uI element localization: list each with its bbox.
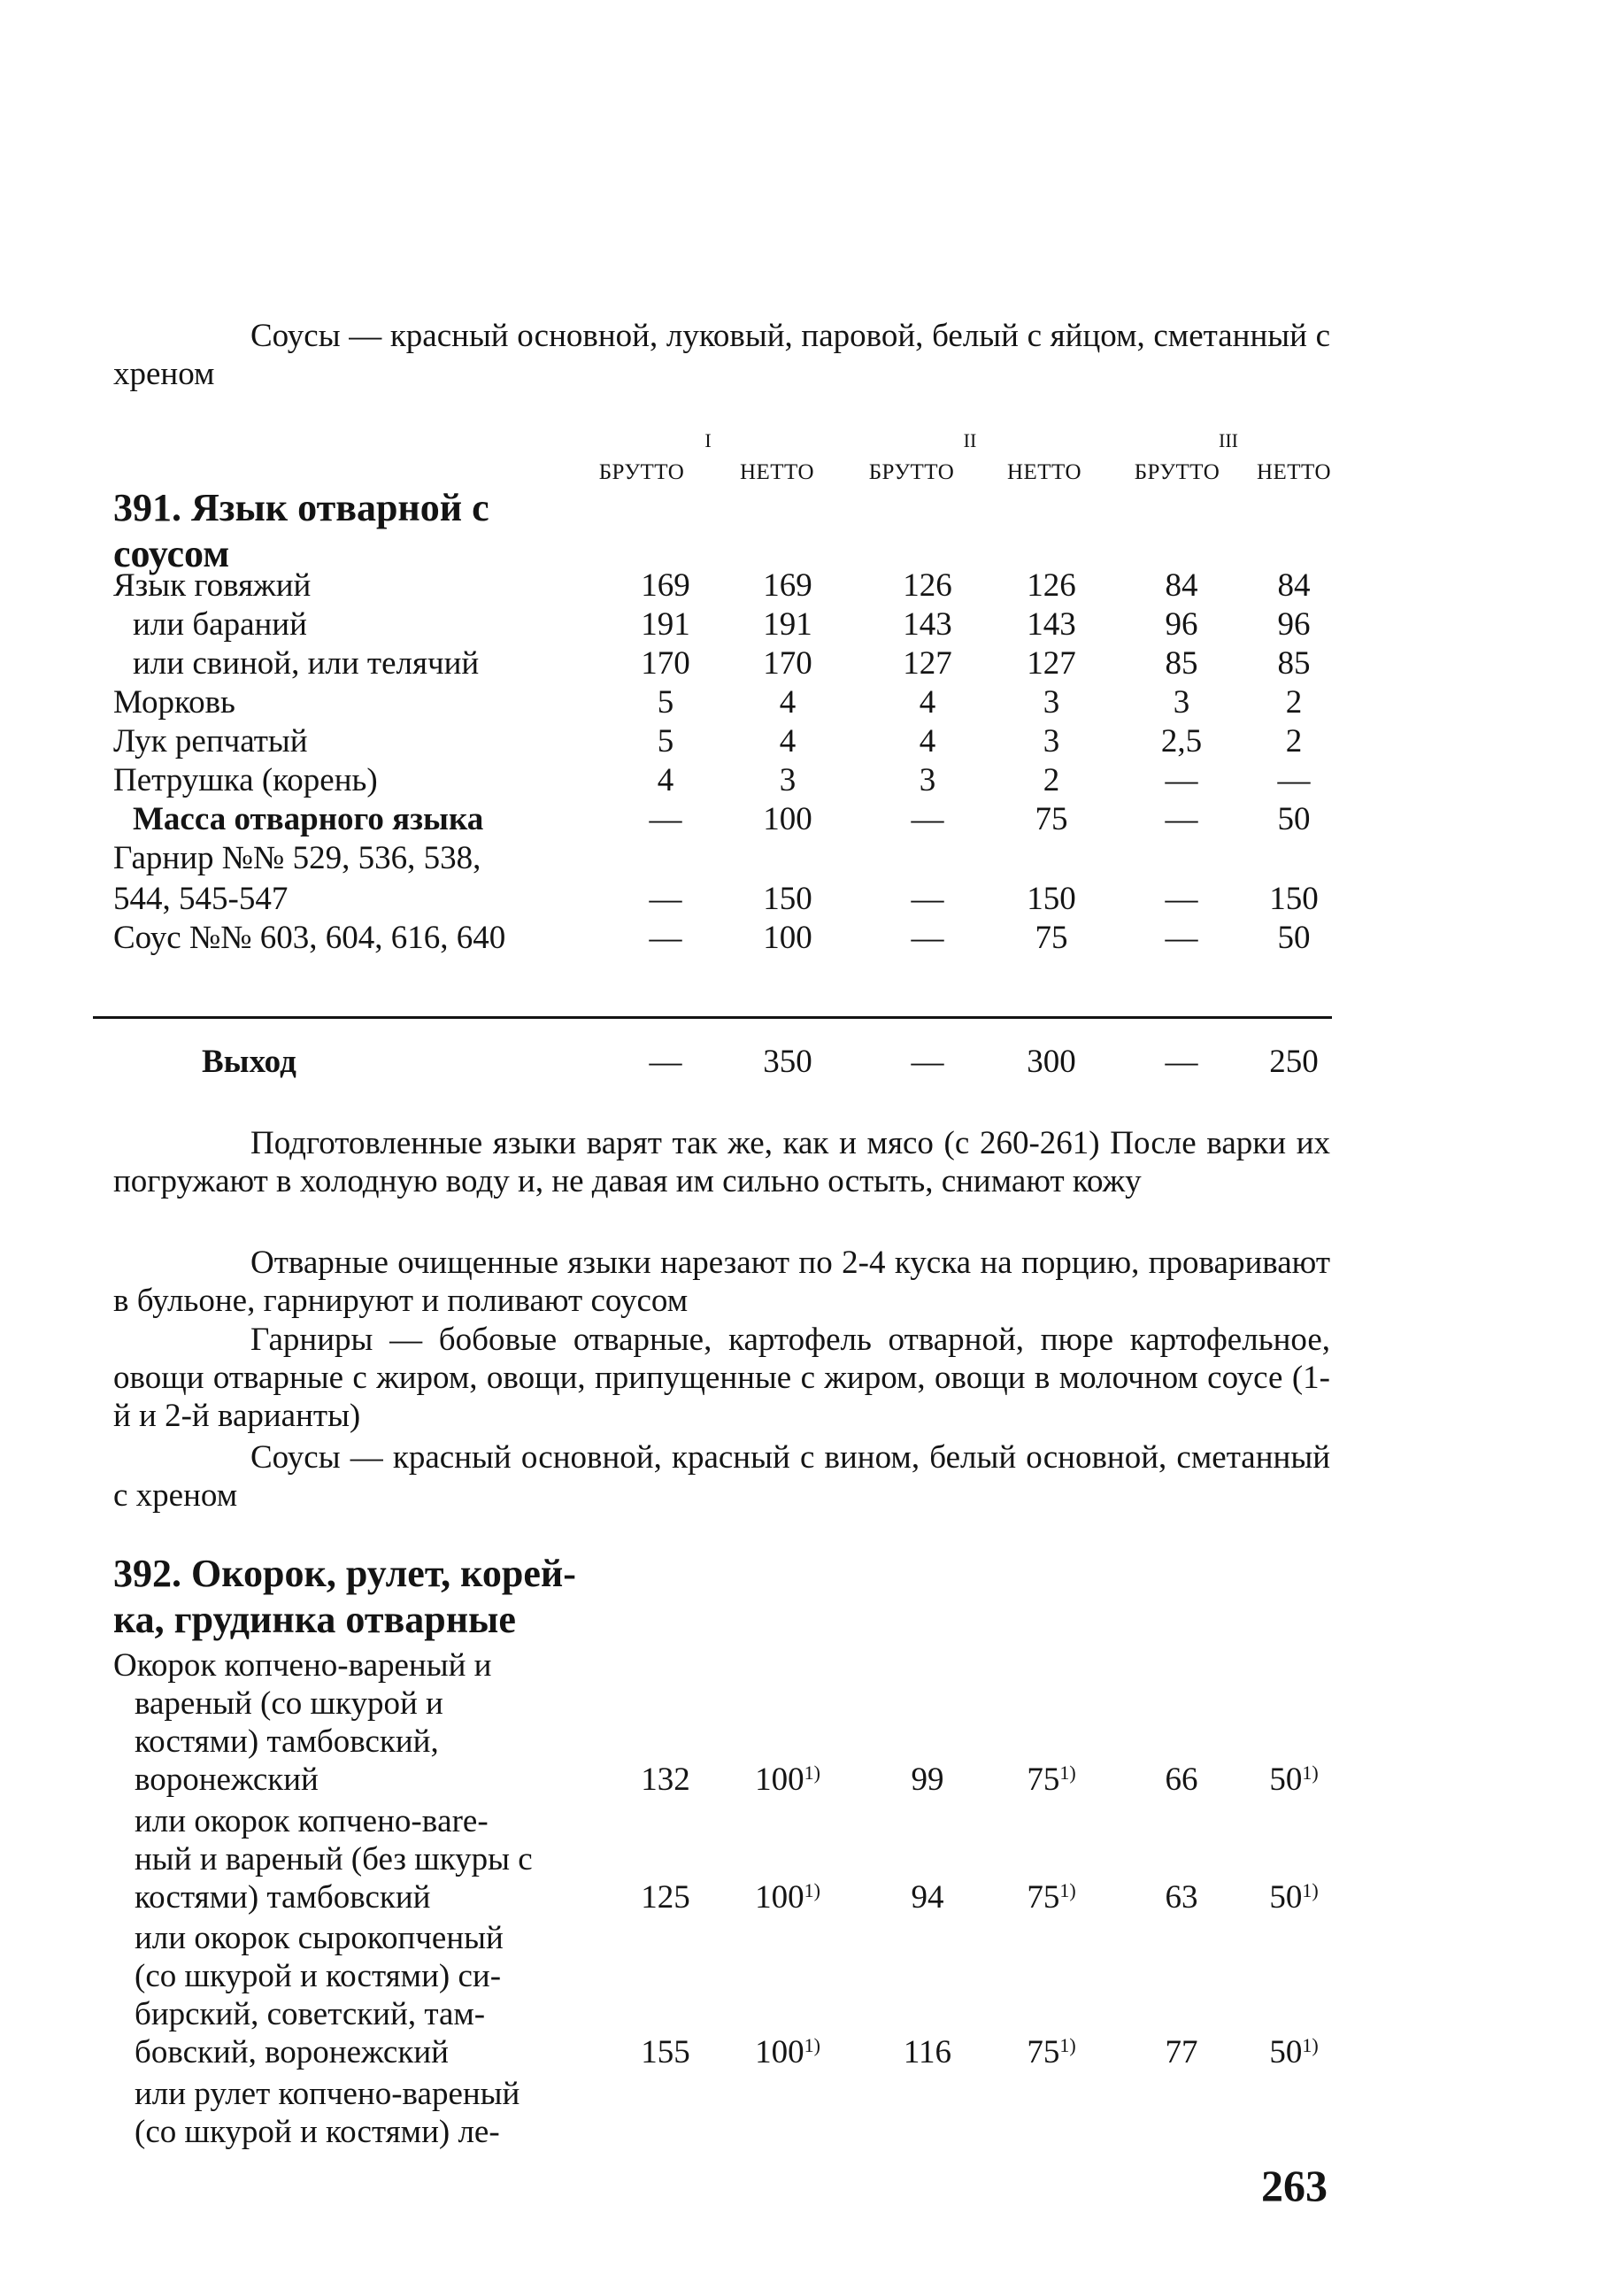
cell-number: 66 — [1165, 1762, 1198, 1798]
cell-value: 100 — [763, 801, 812, 837]
cell-value: 169 — [763, 567, 812, 604]
recipe-392-title-line: ка, грудинка отварные — [113, 1598, 516, 1641]
row-label: Соус №№ 603, 604, 616, 640 — [113, 920, 506, 956]
cell-number: 94 — [911, 1879, 944, 1916]
cell-value — [743, 1761, 832, 1800]
cell-value: — — [1165, 801, 1198, 837]
recipe-392-title — [113, 1551, 576, 1643]
ingredient-line: или рулет копчено-вареный — [135, 2076, 520, 2112]
ingredient-line: вареный (со шкурой и — [135, 1685, 443, 1722]
cell-number: 77 — [1165, 2034, 1198, 2070]
intro-sauces-paragraph: Соусы — красный основной, луковый, паровой, белый с яйцом, сметанный с хреном — [113, 318, 1330, 392]
cell-value: 127 — [903, 645, 952, 682]
col-header-netto-2: НЕТТО — [1006, 460, 1082, 484]
footnote-mark: 1) — [1059, 1762, 1076, 1784]
row-label: Петрушка (корень) — [113, 762, 378, 798]
table-row — [0, 919, 1624, 958]
ingredient-line: бирский, советский, там- — [135, 1996, 486, 2032]
cell-value: 150 — [1027, 881, 1076, 917]
cell-value: 127 — [1027, 645, 1076, 682]
cell-number: 116 — [903, 2034, 952, 2070]
cell-value: — — [649, 801, 682, 837]
cell-value: — — [649, 881, 682, 917]
paragraph-preparation: Подготовленные языки варят так же, как и мясо (с 260-261) После варки их погружают в холодную воду и, не давая им сильно остыть, снимают кожу — [113, 1125, 1330, 1199]
cell-value: 169 — [641, 567, 690, 604]
ingredient-line: костями) тамбовский — [135, 1879, 431, 1916]
cell-value: 2,5 — [1160, 723, 1203, 759]
cell-number: 99 — [911, 1762, 944, 1798]
cell-value: 84 — [1165, 567, 1198, 604]
cell-value: 170 — [641, 645, 690, 682]
table-row — [0, 761, 1624, 800]
cell-value — [743, 2033, 832, 2072]
cell-value: 50 — [1277, 801, 1311, 837]
cell-value: — — [649, 920, 682, 956]
output-row — [0, 1043, 1624, 1082]
row-label: Гарнир №№ 529, 536, 538, — [113, 840, 481, 876]
cell-value: 191 — [641, 606, 690, 643]
cell-number: 75 — [1027, 2034, 1060, 2070]
cell-value: — — [1165, 920, 1198, 956]
col-header-netto-1: НЕТТО — [739, 460, 815, 484]
cell-value: 150 — [1269, 881, 1319, 917]
cell-value: 191 — [763, 606, 812, 643]
footnote-mark: 1) — [1059, 2034, 1076, 2056]
cell-value — [621, 2033, 710, 2072]
footnote-mark: 1) — [1302, 1879, 1319, 1901]
footnote-mark: 1) — [804, 1879, 820, 1901]
output-value: — — [911, 1044, 944, 1080]
cell-value: 4 — [779, 684, 797, 721]
cell-value: 143 — [903, 606, 952, 643]
recipe-391-title: 391. Язык отварной с соусом — [113, 486, 489, 575]
cell-value: 4 — [919, 684, 936, 721]
cell-number: 75 — [1027, 1879, 1060, 1916]
ingredient-description — [113, 2075, 582, 2151]
cell-value — [743, 1878, 832, 1917]
ingredient-line: бовский, воронежский — [135, 2034, 449, 2070]
cell-number: 100 — [755, 1762, 804, 1798]
cell-value: 100 — [763, 920, 812, 956]
row-label: Язык говяжий — [113, 567, 312, 604]
cell-value — [1137, 1761, 1226, 1800]
cell-value: 170 — [763, 645, 812, 682]
cell-value — [1250, 1878, 1338, 1917]
cell-value: 126 — [903, 567, 952, 604]
cell-value — [621, 1761, 710, 1800]
row-label: Масса отварного языка — [133, 801, 484, 837]
cell-number: 63 — [1165, 1879, 1198, 1916]
cell-value — [1137, 1878, 1226, 1917]
footnote-mark: 1) — [804, 2034, 820, 2056]
ingredient-line: Окорок копчено-вареный и — [113, 1647, 492, 1684]
cell-value: — — [911, 920, 944, 956]
cell-number: 125 — [641, 1879, 690, 1916]
row-label: Лук репчатый — [113, 723, 308, 759]
cell-value: 143 — [1027, 606, 1076, 643]
ingredient-line: костями) тамбовский, — [135, 1723, 439, 1760]
cell-value — [1137, 2033, 1226, 2072]
table-row — [0, 644, 1624, 683]
ingredient-line: или окорок копчено-вare- — [135, 1803, 489, 1839]
cell-value — [621, 1878, 710, 1917]
cell-number: 50 — [1269, 1762, 1303, 1798]
footnote-mark: 1) — [1302, 2034, 1319, 2056]
table-row — [0, 800, 1624, 839]
table-row — [0, 2033, 1624, 2072]
cell-value: — — [911, 881, 944, 917]
cell-value: 84 — [1277, 567, 1311, 604]
cell-value: 4 — [919, 723, 936, 759]
cell-number: 132 — [641, 1762, 690, 1798]
output-label: Выход — [202, 1044, 296, 1080]
cell-value — [1250, 2033, 1338, 2072]
cell-value: 3 — [1173, 684, 1190, 721]
cell-number: 75 — [1027, 1762, 1060, 1798]
ingredient-line: ный и вареный (без шкуры с — [135, 1841, 533, 1877]
cell-number: 100 — [755, 2034, 804, 2070]
column-group-III: III — [1219, 429, 1238, 451]
column-group-II: II — [963, 429, 977, 451]
footnote-mark: 1) — [1059, 1879, 1076, 1901]
footnote-mark: 1) — [1302, 1762, 1319, 1784]
col-header-brutto-2: БРУТТО — [868, 460, 955, 484]
cell-value: 3 — [1043, 723, 1060, 759]
cell-value: 3 — [919, 762, 936, 798]
table-divider — [93, 1016, 1332, 1019]
output-value: 250 — [1269, 1044, 1319, 1080]
cell-number: 155 — [641, 2034, 690, 2070]
table-row — [0, 722, 1624, 761]
cell-value: — — [1277, 762, 1311, 798]
cell-value: — — [911, 801, 944, 837]
output-value: 300 — [1027, 1044, 1076, 1080]
cell-value: 50 — [1277, 920, 1311, 956]
table-row — [0, 839, 1624, 878]
cell-value: 3 — [1043, 684, 1060, 721]
cell-value: 4 — [657, 762, 674, 798]
cell-value: 2 — [1285, 723, 1303, 759]
ingredient-line: воронежский — [135, 1762, 319, 1798]
cell-value: 2 — [1043, 762, 1060, 798]
cell-value: 3 — [779, 762, 797, 798]
cell-number: 50 — [1269, 1879, 1303, 1916]
cell-value: 5 — [657, 723, 674, 759]
ingredient-line: (со шкурой и костями) си- — [135, 1958, 502, 1994]
table-row — [0, 1761, 1624, 1800]
page-number: 263 — [1261, 2161, 1328, 2210]
footnote-mark: 1) — [804, 1762, 820, 1784]
ingredient-line: или окорок сырокопченый — [135, 1920, 504, 1956]
cell-value: 75 — [1035, 920, 1068, 956]
cell-value: 85 — [1165, 645, 1198, 682]
output-value: — — [649, 1044, 682, 1080]
cell-value: 96 — [1165, 606, 1198, 643]
row-label: Морковь — [113, 684, 235, 721]
cell-value: 75 — [1035, 801, 1068, 837]
cell-value: 85 — [1277, 645, 1311, 682]
table-row — [0, 567, 1624, 605]
col-header-netto-3: НЕТТО — [1256, 460, 1332, 484]
cell-value: 150 — [763, 881, 812, 917]
row-label: или свиной, или телячий — [133, 645, 480, 682]
table-row — [0, 1878, 1624, 1917]
row-label: 544, 545-547 — [113, 881, 289, 917]
paragraph-sauces: Соусы — красный основной, красный с вином, белый основной, сметанный с хреном — [113, 1439, 1330, 1514]
cell-value: 96 — [1277, 606, 1311, 643]
cell-value: — — [1165, 881, 1198, 917]
cell-value — [1007, 1878, 1096, 1917]
cell-value — [1250, 1761, 1338, 1800]
column-group-I: I — [704, 429, 712, 451]
cell-value — [883, 1761, 972, 1800]
cell-value: 4 — [779, 723, 797, 759]
cell-value — [1007, 1761, 1096, 1800]
output-value: 350 — [763, 1044, 812, 1080]
output-value: — — [1165, 1044, 1198, 1080]
cell-number: 50 — [1269, 2034, 1303, 2070]
table-row — [0, 683, 1624, 722]
cell-number: 100 — [755, 1879, 804, 1916]
recipe-392-title-line: 392. Окорок, рулет, корей- — [113, 1552, 576, 1595]
table-row — [0, 880, 1624, 919]
paragraph-serving: Отварные очищенные языки нарезают по 2-4 куска на порцию, проваривают в бульоне, гарнируют и поливают соусом — [113, 1245, 1330, 1319]
table-row — [0, 605, 1624, 644]
cell-value: 126 — [1027, 567, 1076, 604]
paragraph-garnishes: Гарниры — бобовые отварные, картофель отварной, пюре картофельное, овощи отварные с жиром, овощи, припущенные с жиром, овощи в молочном соусе (1-й и 2-й варианты) — [113, 1322, 1330, 1434]
cell-value — [883, 2033, 972, 2072]
col-header-brutto-3: БРУТТО — [1134, 460, 1220, 484]
cell-value — [1007, 2033, 1096, 2072]
cell-value: 5 — [657, 684, 674, 721]
cell-value: — — [1165, 762, 1198, 798]
ingredient-line: (со шкурой и костями) ле- — [135, 2114, 500, 2150]
cell-value: 2 — [1285, 684, 1303, 721]
col-header-brutto-1: БРУТТО — [598, 460, 685, 484]
row-label: или бараний — [133, 606, 307, 643]
cell-value — [883, 1878, 972, 1917]
